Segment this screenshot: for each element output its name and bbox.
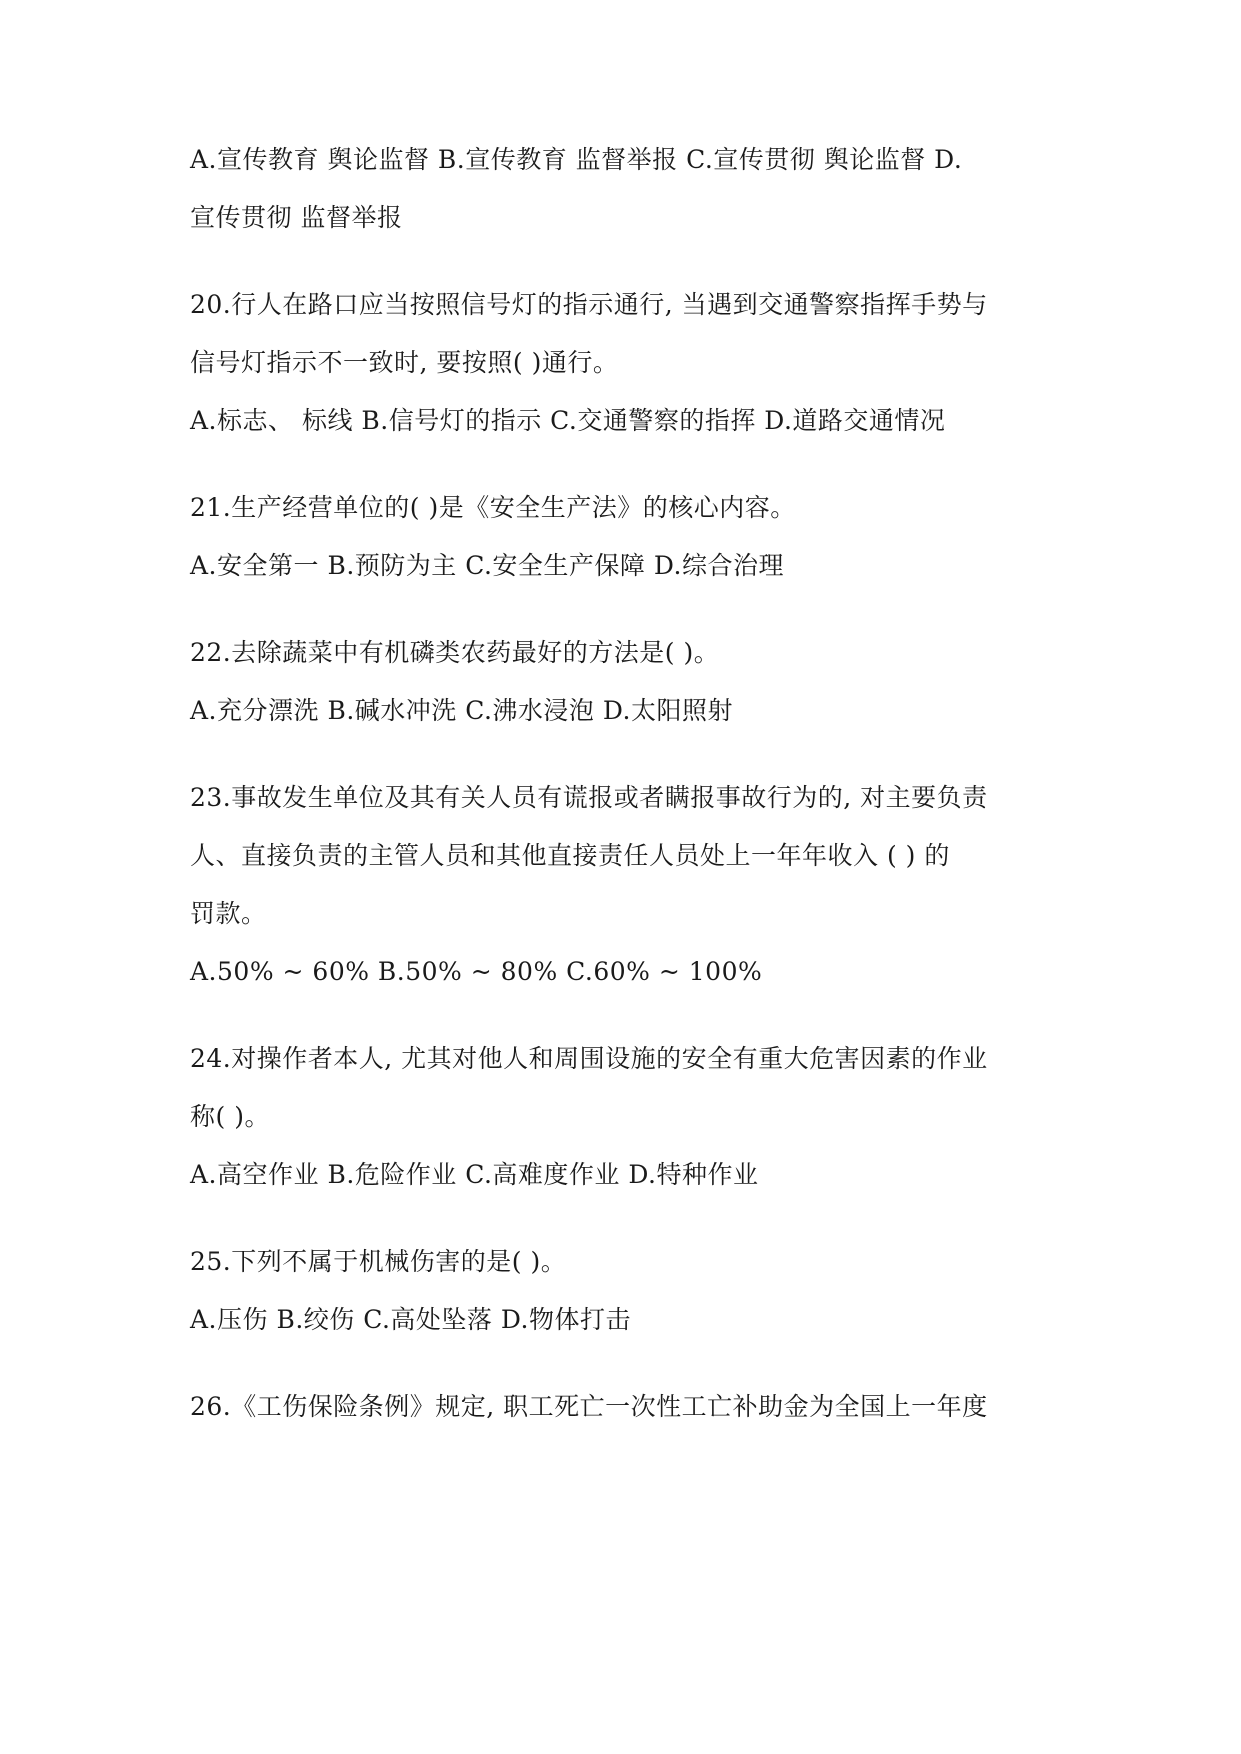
- q23-options: A.50% ~ 60% B.50% ~ 80% C.60% ~ 100%: [190, 957, 763, 986]
- q22-options: A.充分漂洗 B.碱水冲洗 C.沸水浸泡 D.太阳照射: [190, 696, 733, 725]
- q21-options: A.安全第一 B.预防为主 C.安全生产保障 D.综合治理: [190, 551, 784, 580]
- q25-question: 25.下列不属于机械伤害的是( )。: [190, 1247, 567, 1276]
- q20-question-line1: 20.行人在路口应当按照信号灯的指示通行, 当遇到交通警察指挥手势与: [190, 290, 988, 319]
- q24-question-line1: 24.对操作者本人, 尤其对他人和周围设施的安全有重大危害因素的作业: [190, 1044, 988, 1073]
- q23-question-line3: 罚款。: [190, 899, 267, 928]
- q24-question-line2: 称( )。: [190, 1102, 270, 1131]
- q19-options-line1: A.宣传教育 舆论监督 B.宣传教育 监督举报 C.宣传贯彻 舆论监督 D.: [190, 145, 963, 174]
- q23-question-line2: 人、直接负责的主管人员和其他直接责任人员处上一年年收入 ( ) 的: [190, 841, 950, 870]
- q26-question-line1: 26.《工伤保险条例》规定, 职工死亡一次性工亡补助金为全国上一年度: [190, 1392, 988, 1421]
- q24-options: A.高空作业 B.危险作业 C.高难度作业 D.特种作业: [190, 1160, 759, 1189]
- q20-options: A.标志、 标线 B.信号灯的指示 C.交通警察的指挥 D.道路交通情况: [190, 406, 946, 435]
- q23-question-line1: 23.事故发生单位及其有关人员有谎报或者瞒报事故行为的, 对主要负责: [190, 783, 988, 812]
- q25-options: A.压伤 B.绞伤 C.高处坠落 D.物体打击: [190, 1305, 631, 1334]
- q21-question: 21.生产经营单位的( )是《安全生产法》的核心内容。: [190, 493, 796, 522]
- q20-question-line2: 信号灯指示不一致时, 要按照( )通行。: [190, 348, 619, 377]
- q22-question: 22.去除蔬菜中有机磷类农药最好的方法是( )。: [190, 638, 720, 667]
- q19-options-line2: 宣传贯彻 监督举报: [190, 203, 403, 232]
